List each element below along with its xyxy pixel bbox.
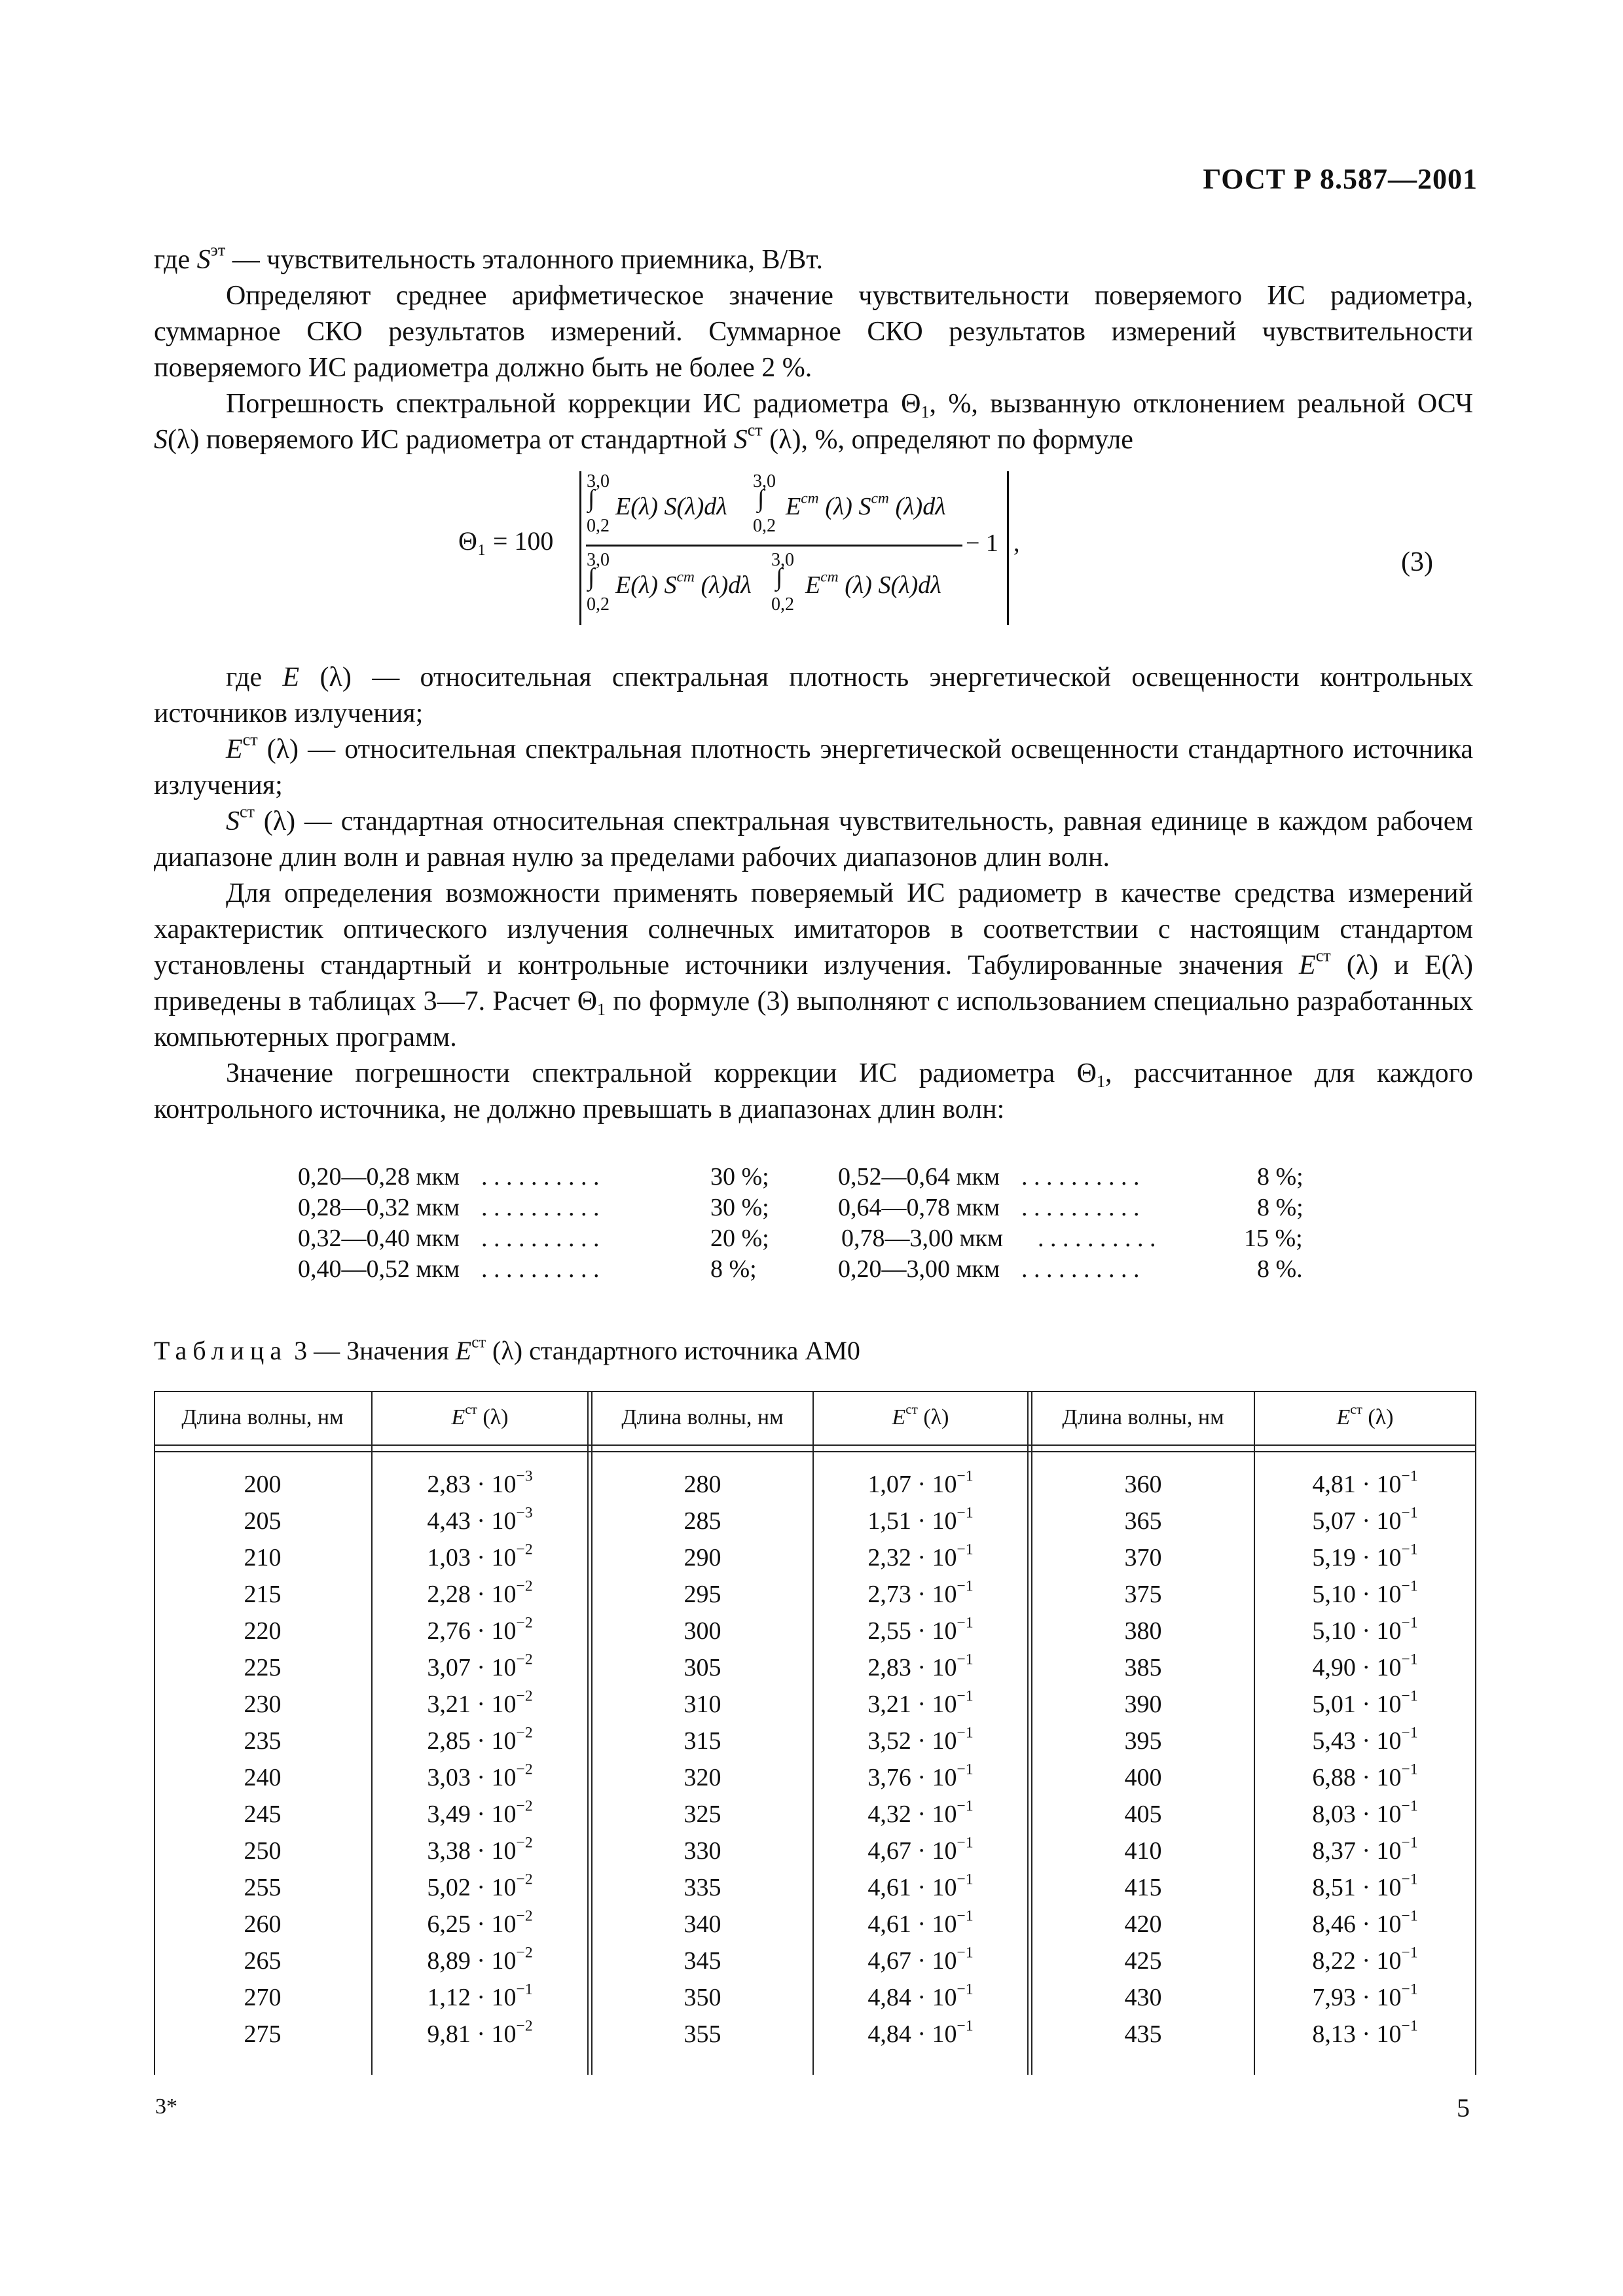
value-exponent: −2 [516,1834,533,1852]
value-exponent: −1 [957,1504,974,1522]
formula-comma: , [1013,529,1020,557]
table-wavelength-cell: 300 [684,1617,721,1645]
range-dots: . . . . . . . . . . [481,1255,600,1283]
num-int2-lower: 0,2 [753,516,776,536]
value-exponent: −1 [957,1651,974,1668]
table-value-cell [814,2016,1027,2053]
num-term-a: E(λ) S(λ)dλ [615,493,727,520]
value-exponent: −1 [957,2017,974,2035]
table-value-cell [373,1833,587,1869]
value-mantissa: 8,37 · 10 [1312,1837,1402,1865]
range-label: 0,28—0,32 мкм [298,1194,460,1221]
table-wavelength-cell: 360 [1124,1471,1162,1498]
value-mantissa: 8,89 · 10 [427,1947,517,1975]
range-value: 15 %; [1244,1225,1303,1252]
table-wavelength-cell: 410 [1124,1837,1162,1865]
value-exponent: −1 [1401,1467,1418,1485]
table-wavelength-cell: 345 [684,1947,721,1975]
value-mantissa: 2,73 · 10 [867,1581,957,1608]
den-term-a: E(λ) $S^{ст}$ (λ)dλ [615,568,752,599]
range-dots: . . . . . . . . . . [1021,1194,1140,1221]
value-mantissa: 5,01 · 10 [1312,1691,1402,1718]
table-value-cell [814,1943,1027,1979]
table-wavelength-cell: 290 [684,1544,721,1571]
table-value-cell [373,1613,587,1649]
value-mantissa: 1,03 · 10 [427,1544,517,1571]
value-mantissa: 8,51 · 10 [1312,1874,1402,1901]
value-exponent: −1 [957,1907,974,1925]
table-wavelength-cell: 295 [684,1581,721,1608]
value-exponent: −1 [1401,1761,1418,1778]
range-label: 0,20—0,28 мкм [298,1163,460,1191]
value-exponent: −1 [1401,1504,1418,1522]
table-wavelength-cell: 400 [1124,1764,1162,1791]
value-exponent: −1 [1401,1541,1418,1558]
value-mantissa: 3,49 · 10 [427,1801,517,1828]
header-value: $E^{ст}$ (λ) [1336,1401,1394,1429]
value-mantissa: 3,07 · 10 [427,1654,517,1681]
equation-number: (3) [1401,547,1433,577]
value-mantissa: 3,21 · 10 [427,1691,517,1718]
table-wavelength-cell: 280 [684,1471,721,1498]
table-value-cell [814,1833,1027,1869]
range-value: 30 %; [710,1194,769,1221]
value-mantissa: 2,83 · 10 [427,1471,517,1498]
value-mantissa: 4,43 · 10 [427,1507,517,1535]
range-value: 8 %. [1257,1255,1303,1283]
table-value-cell [373,2016,587,2053]
definitions-text [154,660,1473,1128]
den-term-b: $E^{ст}$ (λ) S(λ)dλ [805,568,941,599]
range-label: 0,64—0,78 мкм [838,1194,1000,1221]
value-mantissa: 5,43 · 10 [1312,1727,1402,1755]
table-value-cell [373,1796,587,1833]
table-value-cell [1255,1686,1475,1723]
value-mantissa: 5,10 · 10 [1312,1617,1402,1645]
table-wavelength-cell: 225 [244,1654,282,1681]
range-label: 0,20—3,00 мкм [838,1255,1000,1283]
value-mantissa: 8,13 · 10 [1312,2020,1402,2048]
value-exponent: −1 [957,1724,974,1742]
value-column [373,1466,587,2053]
header-value: $E^{ст}$ (λ) [451,1401,509,1429]
table-wavelength-cell: 240 [244,1764,282,1791]
value-exponent: −1 [957,1944,974,1962]
range-label: 0,32—0,40 мкм [298,1225,460,1252]
table-wavelength-cell: 390 [1124,1691,1162,1718]
value-mantissa: 4,32 · 10 [867,1801,957,1828]
value-exponent: −2 [516,1614,533,1632]
value-exponent: −1 [1401,1724,1418,1742]
value-mantissa: 5,07 · 10 [1312,1507,1402,1535]
range-label: 0,78—3,00 мкм [841,1225,1004,1252]
range-value: 30 %; [710,1163,769,1191]
intro-paragraph-2: Определяют среднее арифметическое значение чувствительности поверяемого ИС радиометра, суммарное СКО результатов измерений. Суммарное СКО результатов измерений чувствительности поверяемого ИС радиометра должно быть не более 2 %. [154,281,1473,383]
value-exponent: −3 [516,1467,533,1485]
table-wavelength-cell: 425 [1124,1947,1162,1975]
value-mantissa: 4,90 · 10 [1312,1654,1402,1681]
value-exponent: −1 [957,1761,974,1778]
table-wavelength-cell: 315 [684,1727,721,1755]
wavelength-column [154,1466,371,2053]
value-exponent: −1 [1401,1797,1418,1815]
fraction-line [586,545,962,547]
value-exponent: −2 [516,1797,533,1815]
table-wavelength-cell: 305 [684,1654,721,1681]
value-exponent: −1 [957,1467,974,1485]
table-wavelength-cell: 430 [1124,1984,1162,2011]
table-wavelength-cell: 215 [244,1581,282,1608]
table-wavelength-cell: 200 [244,1471,282,1498]
table-wavelength-cell: 420 [1124,1910,1162,1938]
value-exponent: −1 [957,1871,974,1888]
table-value-cell [814,1979,1027,2016]
table-wavelength-cell: 435 [1124,2020,1162,2048]
value-exponent: −3 [516,1504,533,1522]
value-mantissa: 1,12 · 10 [427,1984,517,2011]
value-mantissa: 4,81 · 10 [1312,1471,1402,1498]
value-exponent: −2 [516,1651,533,1668]
range-label: 0,52—0,64 мкм [838,1163,1000,1191]
table-wavelength-cell: 265 [244,1947,282,1975]
table-value-cell [1255,1503,1475,1539]
table-wavelength-cell: 285 [684,1507,721,1535]
range-label: 0,40—0,52 мкм [298,1255,460,1283]
formula-minus-one: − 1 [966,529,998,557]
ranges-list [298,1162,1319,1285]
table-wavelength-cell: 415 [1124,1874,1162,1901]
value-mantissa: 8,22 · 10 [1312,1947,1402,1975]
table-wavelength-cell: 210 [244,1544,282,1571]
table-wavelength-cell: 370 [1124,1544,1162,1571]
value-mantissa: 3,76 · 10 [867,1764,957,1791]
table-value-cell [373,1759,587,1796]
value-mantissa: 5,19 · 10 [1312,1544,1402,1571]
value-exponent: −1 [957,1687,974,1705]
value-exponent: −1 [516,1981,533,1998]
range-dots: . . . . . . . . . . [1038,1225,1156,1252]
table-value-cell [814,1466,1027,1503]
table-value-cell [1255,1723,1475,1759]
table-value-cell [373,1906,587,1943]
table-value-cell [814,1539,1027,1576]
table-value-cell [373,1723,587,1759]
value-exponent: −1 [957,1541,974,1558]
value-mantissa: 2,32 · 10 [867,1544,957,1571]
num-int1-lower: 0,2 [587,516,610,536]
table-header-line-2 [154,1451,1476,1452]
value-exponent: −1 [957,1797,974,1815]
ranges-row [298,1223,1319,1254]
table-wavelength-cell: 405 [1124,1801,1162,1828]
table-3 [154,1391,1476,2075]
value-exponent: −2 [516,1944,533,1962]
table-wavelength-cell: 255 [244,1874,282,1901]
table-wavelength-cell: 205 [244,1507,282,1535]
value-mantissa: 4,61 · 10 [867,1910,957,1938]
range-dots: . . . . . . . . . . [481,1163,600,1191]
table-value-cell [1255,1906,1475,1943]
header-wavelength: Длина волны, нм [181,1405,344,1429]
table-wavelength-cell: 260 [244,1910,282,1938]
range-dots: . . . . . . . . . . [1021,1163,1140,1191]
value-exponent: −1 [1401,1614,1418,1632]
table-value-cell [1255,1796,1475,1833]
value-exponent: −2 [516,1907,533,1925]
den-int1-lower: 0,2 [587,594,610,615]
table-value-cell [1255,1979,1475,2016]
value-exponent: −1 [957,1577,974,1595]
ranges-row [298,1254,1319,1285]
page-number: 5 [1457,2093,1470,2123]
value-exponent: −2 [516,1687,533,1705]
num-term-b: $E^{ст}$ (λ) $S^{ст}$ (λ)dλ [786,490,946,520]
table-value-cell [1255,1833,1475,1869]
value-exponent: −1 [957,1981,974,1998]
table-wavelength-cell: 230 [244,1691,282,1718]
value-mantissa: 4,84 · 10 [867,1984,957,2011]
table-value-cell [373,1649,587,1686]
value-mantissa: 4,67 · 10 [867,1837,957,1865]
value-exponent: −2 [516,1541,533,1558]
value-exponent: −2 [516,1724,533,1742]
table-value-cell [373,1979,587,2016]
value-exponent: −1 [1401,1687,1418,1705]
table-value-cell [373,1576,587,1613]
table-border-right [1475,1391,1476,2075]
table-wavelength-cell: 385 [1124,1654,1162,1681]
value-column [1255,1466,1475,2053]
col-divider-double [1027,1391,1032,2075]
table-value-cell [373,1539,587,1576]
table-value-cell [814,1759,1027,1796]
table-value-cell [373,1503,587,1539]
value-mantissa: 1,51 · 10 [867,1507,957,1535]
table-value-cell [814,1723,1027,1759]
value-mantissa: 2,55 · 10 [867,1617,957,1645]
table-value-cell [1255,1759,1475,1796]
value-mantissa: 5,10 · 10 [1312,1581,1402,1608]
table-value-cell [1255,1649,1475,1686]
value-column [814,1466,1027,2053]
header-wavelength: Длина волны, нм [1062,1405,1224,1429]
value-mantissa: 3,21 · 10 [867,1691,957,1718]
value-mantissa: 2,28 · 10 [427,1581,517,1608]
table-value-cell [373,1943,587,1979]
den-int1-sign: ∫ [588,564,595,591]
value-mantissa: 3,52 · 10 [867,1727,957,1755]
range-value: 8 %; [1257,1163,1304,1191]
footer-mark: 3* [155,2094,177,2119]
definition-e-st: $E^{ст}$ (λ) — относительная спектральная плотность энергетической освещенности стандартного источника излучения; [154,730,1473,800]
table-value-cell [814,1796,1027,1833]
table-value-cell [373,1869,587,1906]
table-wavelength-cell: 245 [244,1801,282,1828]
value-mantissa: 2,76 · 10 [427,1617,517,1645]
ranges-row [298,1193,1319,1223]
table-wavelength-cell: 250 [244,1837,282,1865]
paragraph-sources: Для определения возможности применять поверяемый ИС радиометр в качестве средства измерений характеристик оптического излучения солнечных имитаторов в соответствии с настоящим стандартом установлены стандартный и контрольные источники излучения. Табулированные значения $E^{ст}$ (λ) и E(λ) приведены в таблицах 3—7. Расчет $\Theta_1$ по формуле (3) выполняют с использованием специально разработанных компьютерных программ. [154,878,1474,1052]
value-exponent: −2 [516,2017,533,2035]
value-mantissa: 5,02 · 10 [427,1874,517,1901]
range-value: 20 %; [710,1225,769,1252]
table-wavelength-cell: 320 [684,1764,721,1791]
value-exponent: −1 [957,1614,974,1632]
wavelength-column [593,1466,812,2053]
value-exponent: −1 [1401,1577,1418,1595]
table-wavelength-cell: 395 [1124,1727,1162,1755]
definition-s-st: $S^{ст}$ (λ) — стандартная относительная спектральная чувствительность, равная единице в каждом рабочем диапазоне длин волн и равная нулю за пределами рабочих диапазонов длин волн. [154,802,1473,872]
table-value-cell [814,1503,1027,1539]
value-exponent: −1 [1401,1981,1418,1998]
range-dots: . . . . . . . . . . [481,1225,600,1252]
table-wavelength-cell: 340 [684,1910,721,1938]
num-int1-sign: ∫ [588,485,595,512]
table-wavelength-cell: 275 [244,2020,282,2048]
table-value-cell [373,1686,587,1723]
table-value-cell [1255,1466,1475,1503]
document-code: ГОСТ Р 8.587—2001 [1203,163,1478,195]
den-int2-upper: 3,0 [771,550,794,570]
num-int2-upper: 3,0 [753,471,776,492]
value-mantissa: 7,93 · 10 [1312,1984,1402,2011]
value-exponent: −2 [516,1577,533,1595]
ranges-row [298,1162,1319,1193]
value-mantissa: 4,61 · 10 [867,1874,957,1901]
value-mantissa: 8,46 · 10 [1312,1910,1402,1938]
table-wavelength-cell: 355 [684,2020,721,2048]
table-top-border [154,1391,1476,1392]
value-mantissa: 6,88 · 10 [1312,1764,1402,1791]
value-mantissa: 3,38 · 10 [427,1837,517,1865]
den-int1-upper: 3,0 [587,550,610,570]
table-wavelength-cell: 270 [244,1984,282,2011]
paragraph-limits: Значение погрешности спектральной коррекции ИС радиометра $\Theta_1$, рассчитанное для каждого контрольного источника, не должно превышать в диапазонах длин волн: [154,1058,1473,1124]
intro-line-1: где $S^{эт}$ — чувствительность эталонного приемника, В/Вт. [154,240,823,275]
table-value-cell [814,1906,1027,1943]
table-caption: Таблица 3 — Значения $E^{ст}$ (λ) стандартного источника АМ0 [154,1333,860,1365]
table-value-cell [1255,1943,1475,1979]
value-mantissa: 2,85 · 10 [427,1727,517,1755]
value-mantissa: 9,81 · 10 [427,2020,517,2048]
range-dots: . . . . . . . . . . [481,1194,600,1221]
table-value-cell [814,1869,1027,1906]
table-value-cell [1255,1869,1475,1906]
table-wavelength-cell: 375 [1124,1581,1162,1608]
table-wavelength-cell: 335 [684,1874,721,1901]
value-exponent: −1 [1401,1944,1418,1962]
formula-lhs: Θ₁ = 100 [458,526,554,556]
value-mantissa: 2,83 · 10 [867,1654,957,1681]
abs-bar-right [1007,471,1009,625]
intro-text [154,242,1473,458]
value-exponent: −1 [1401,1871,1418,1888]
abs-bar-left [579,471,581,625]
wavelength-column [1032,1466,1254,2053]
value-mantissa: 4,67 · 10 [867,1947,957,1975]
table-value-cell [814,1649,1027,1686]
value-exponent: −1 [1401,1651,1418,1668]
value-mantissa: 8,03 · 10 [1312,1801,1402,1828]
table-value-cell [373,1466,587,1503]
value-exponent: −1 [957,1834,974,1852]
table-wavelength-cell: 220 [244,1617,282,1645]
table-wavelength-cell: 380 [1124,1617,1162,1645]
table-value-cell [1255,1576,1475,1613]
value-exponent: −2 [516,1871,533,1888]
den-int2-sign: ∫ [776,564,783,591]
header-value: $E^{ст}$ (λ) [892,1401,949,1429]
value-mantissa: 6,25 · 10 [427,1910,517,1938]
num-int1-upper: 3,0 [587,471,610,492]
table-wavelength-cell: 235 [244,1727,282,1755]
formula-3 [458,458,1048,628]
table-value-cell [814,1686,1027,1723]
den-int2-lower: 0,2 [771,594,794,615]
value-mantissa: 4,84 · 10 [867,2020,957,2048]
value-exponent: −2 [516,1761,533,1778]
table-wavelength-cell: 330 [684,1837,721,1865]
col-divider-double [587,1391,593,2075]
table-value-cell [814,1613,1027,1649]
table-wavelength-cell: 365 [1124,1507,1162,1535]
table-header-line [154,1444,1476,1446]
range-value: 8 %; [1257,1194,1304,1221]
value-exponent: −1 [1401,1907,1418,1925]
value-exponent: −1 [1401,1834,1418,1852]
table-value-cell [1255,2016,1475,2053]
table-value-cell [1255,1539,1475,1576]
value-mantissa: 3,03 · 10 [427,1764,517,1791]
table-value-cell [1255,1613,1475,1649]
range-value: 8 %; [710,1255,757,1283]
intro-paragraph-3: Погрешность спектральной коррекции ИС радиометра $\Theta_1$, %, вызванную отклонением реальной ОСЧ S(λ) поверяемого ИС радиометра от стандартной $S^{ст}$ (λ), %, определяют по формуле [154,389,1473,455]
table-wavelength-cell: 325 [684,1801,721,1828]
definition-e: где E (λ) — относительная спектральная плотность энергетической освещенности контрольных источников излучения; [154,662,1473,728]
value-exponent: −1 [1401,2017,1418,2035]
value-mantissa: 1,07 · 10 [867,1471,957,1498]
num-int2-sign: ∫ [757,485,765,512]
header-wavelength: Длина волны, нм [621,1405,784,1429]
table-value-cell [814,1576,1027,1613]
table-wavelength-cell: 350 [684,1984,721,2011]
range-dots: . . . . . . . . . . [1021,1255,1140,1283]
table-wavelength-cell: 310 [684,1691,721,1718]
